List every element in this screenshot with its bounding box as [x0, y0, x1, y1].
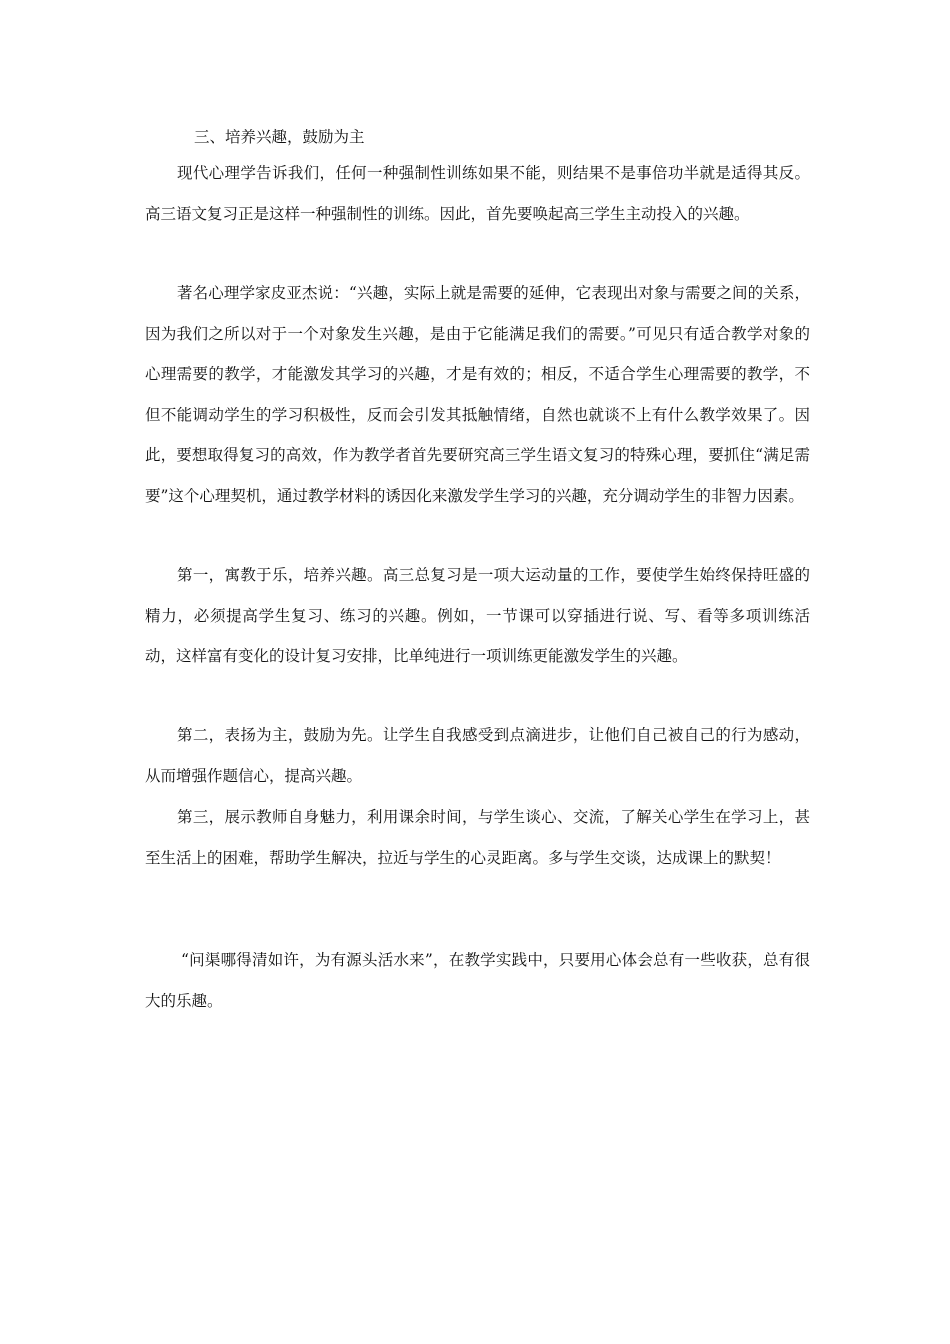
paragraph-intro: 现代心理学告诉我们，任何一种强制性训练如果不能，则结果不是事倍功半就是适得其反。高三语文复习正是这样一种强制性的训练。因此，首先要唤起高三学生主动投入的兴趣。	[145, 164, 810, 223]
paragraph-conclusion: “问渠哪得清如许，为有源头活水来”，在教学实践中，只要用心体会总有一些收获，总有很大的乐趣。	[145, 951, 810, 1010]
paragraph-first-point: 第一，寓教于乐，培养兴趣。高三总复习是一项大运动量的工作，要使学生始终保持旺盛的精力，必须提高学生复习、练习的兴趣。例如，一节课可以穿插进行说、写、看等多项训练活动，这样富有变化的设计复习安排，比单纯进行一项训练更能激发学生的兴趣。	[145, 566, 810, 665]
paragraph-piaget-quote: 著名心理学家皮亚杰说：“兴趣，实际上就是需要的延伸，它表现出对象与需要之间的关系，因为我们之所以对于一个对象发生兴趣，是由于它能满足我们的需要。”可见只有适合教学对象的心理需要的教学，才能激发其学习的兴趣，才是有效的；相反，不适合学生心理需要的教学，不但不能调动学生的学习积极性，反而会引发其抵触情绪，自然也就谈不上有什么教学效果了。因此，要想取得复习的高效，作为教学者首先要研究高三学生语文复习的特殊心理，要抓住“满足需要”这个心理契机，通过教学材料的诱因化来激发学生学习的兴趣，充分调动学生的非智力因素。	[145, 284, 810, 505]
paragraph-third-point: 第三，展示教师自身魅力，利用课余时间，与学生谈心、交流，了解关心学生在学习上，甚至生活上的困难，帮助学生解决，拉近与学生的心灵距离。多与学生交谈，达成课上的默契！	[145, 808, 810, 867]
paragraph-second-point: 第二，表扬为主，鼓励为先。让学生自我感受到点滴进步，让他们自己被自己的行为感动，从而增强作题信心，提高兴趣。	[145, 726, 810, 785]
section-heading: 三、培养兴趣，鼓励为主	[194, 128, 365, 146]
